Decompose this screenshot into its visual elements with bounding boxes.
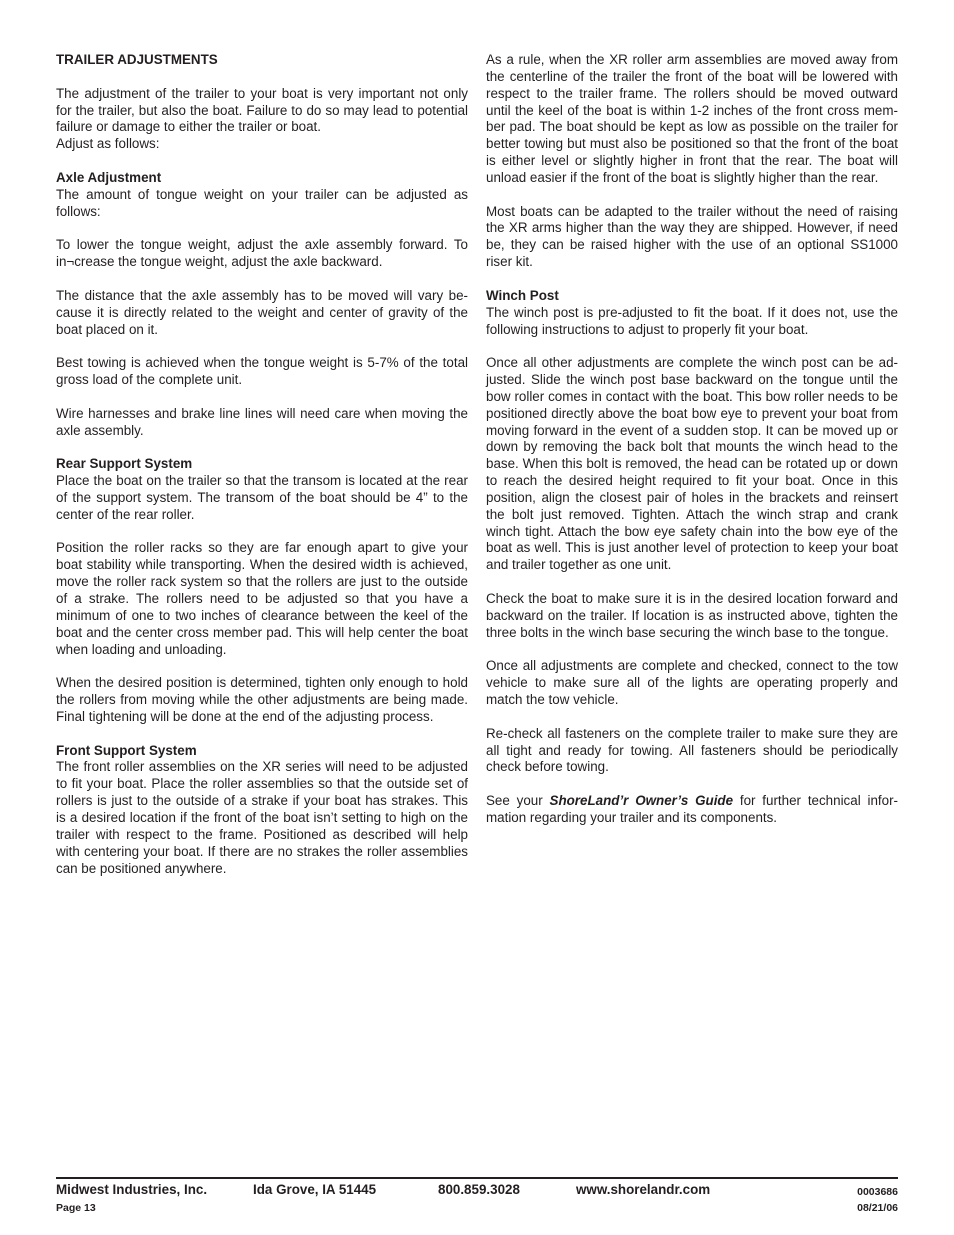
winch-heading: Winch Post	[486, 287, 559, 303]
front-heading: Front Support System	[56, 742, 197, 758]
rear-paragraph-2: Position the roller racks so they are far enough apart to give your boat stability while transporting. When the desired width is achieved, move the roller rack system so that the rollers are just to the outside of a strake. The rollers need to be adjusted so that you have a minimum of one to two inches of clearance between the keel of the boat and the center cross member pad. This will help center the boat when loading and unloading.	[56, 540, 468, 657]
page-number: Page 13	[56, 1202, 96, 1214]
front-paragraph-1: The front roller assemblies on the XR series will need to be adjusted to fit your boat. Place the roller assemblies so that the outside set of rollers is just to the outside of a strake if your boat has strakes. This is a desired location if the front of the boat isn’t setting to high on the trailer with respect to the frame. Positioned as described will help with centering your boat. If there are no strakes the roller assemblies can be positioned anywhere.	[56, 759, 468, 876]
rear-paragraph-3: When the desired position is determined, tighten only enough to hold the rollers from moving while the other adjustments are being made. Final tightening will be done at the end of the adjusting process.	[56, 675, 468, 724]
rear-paragraph-1: Place the boat on the trailer so that the transom is located at the rear of the support system. The transom of the boat should be 4” to the center of the rear roller.	[56, 473, 468, 522]
right-paragraph-1: As a rule, when the XR roller arm assemblies are moved away from the centerline of the trailer the front of the boat will be lowered with respect to the trailer frame. The rollers should be moved outward until the keel of the boat is within 1-2 inches of the front cross member pad. The boat should be kept as low as possible on the trailer for better towing but must also be positioned so that the front of the boat is either level or slightly higher in front that the rear. The boat will unload easier if the front of the boat is slightly higher than the rear.	[486, 52, 898, 185]
winch-paragraph-1: The winch post is pre-adjusted to fit the boat. If it does not, use the following instructions to adjust to properly fit your boat.	[486, 304, 898, 337]
footer-location: Ida Grove, IA 51445	[253, 1182, 377, 1197]
winch-paragraph-5: Re-check all fasteners on the complete trailer to make sure they are all tight and ready for towing. All fasteners should be periodically check before towing.	[486, 725, 898, 775]
footer-website: www.shorelandr.com	[576, 1182, 711, 1197]
footer-rule	[56, 1177, 898, 1179]
guide-suffix: for further technical information regarding your trailer and its components.	[486, 793, 898, 825]
doc-date: 08/21/06	[857, 1202, 898, 1214]
guide-prefix: See your	[486, 793, 550, 809]
axle-paragraph-5: Wire harnesses and brake line lines will need care when moving the axle assembly.	[56, 405, 468, 438]
winch-paragraph-3: Check the boat to make sure it is in the desired location forward and backward on the trailer. If location is as instructed above, tighten the three bolts in the winch base securing the winch base to the tongue.	[486, 591, 898, 640]
left-column	[56, 52, 468, 894]
axle-paragraph-3: The distance that the axle assembly has to be moved will vary because it is directly related to the weight and center of gravity of the boat placed on it.	[56, 287, 468, 337]
axle-paragraph-2: To lower the tongue weight, adjust the axle assembly forward. To in¬crease the tongue weight, adjust the axle backward.	[56, 237, 468, 270]
owners-guide-paragraph	[486, 793, 898, 827]
axle-paragraph-4: Best towing is achieved when the tongue weight is 5-7% of the total gross load of the complete unit.	[56, 355, 468, 388]
footer-company: Midwest Industries, Inc.	[56, 1182, 208, 1197]
axle-paragraph-1: The amount of tongue weight on your trailer can be adjusted as follows:	[56, 186, 468, 219]
footer-phone: 800.859.3028	[438, 1182, 520, 1197]
right-paragraph-2: Most boats can be adapted to the trailer without the need of raising the XR arms higher than the way they are shipped. However, if need be, they can be raised higher with the use of an optional SS1000 riser kit.	[486, 203, 898, 270]
intro-paragraph: The adjustment of the trailer to your boat is very important not only for the trailer, but also the boat. Failure to do so may lead to potential failure or damage to either the trailer or boat.	[56, 85, 468, 135]
right-column	[486, 52, 898, 844]
axle-heading: Axle Adjustment	[56, 169, 162, 185]
winch-paragraph-4: Once all adjustments are complete and checked, connect to the tow vehicle to make sure all of the lights are operating properly and match the tow vehicle.	[486, 658, 898, 708]
intro-adjust-line: Adjust as follows:	[56, 136, 160, 152]
section-title: TRAILER ADJUSTMENTS	[56, 52, 218, 67]
owners-guide-title: ShoreLand’r Owner’s Guide	[549, 793, 734, 809]
doc-number: 0003686	[857, 1186, 898, 1198]
winch-paragraph-2: Once all other adjustments are complete the winch post can be adjusted. Slide the winch post base backward on the tongue until the bow roller comes in contact with the boat. This bow roller needs to be positioned directly above the boat bow eye to prevent your boat from moving forward in the event of a sudden stop. It can be moved up or down by removing the back bolt that mounts the winch head to the base. When this bolt is removed, the head can be rotated up or down to reach the desired height required to fit your boat. Once in this position, align the closest pair of holes in the brackets and reinsert the bolt just removed. Tighten. Attach the winch strap and crank winch tight. Attach the bow eye safety chain into the bow eye of the boat as well. This is just another level of protection to keep your boat and trailer together as one unit.	[486, 355, 898, 573]
rear-heading: Rear Support System	[56, 456, 193, 472]
